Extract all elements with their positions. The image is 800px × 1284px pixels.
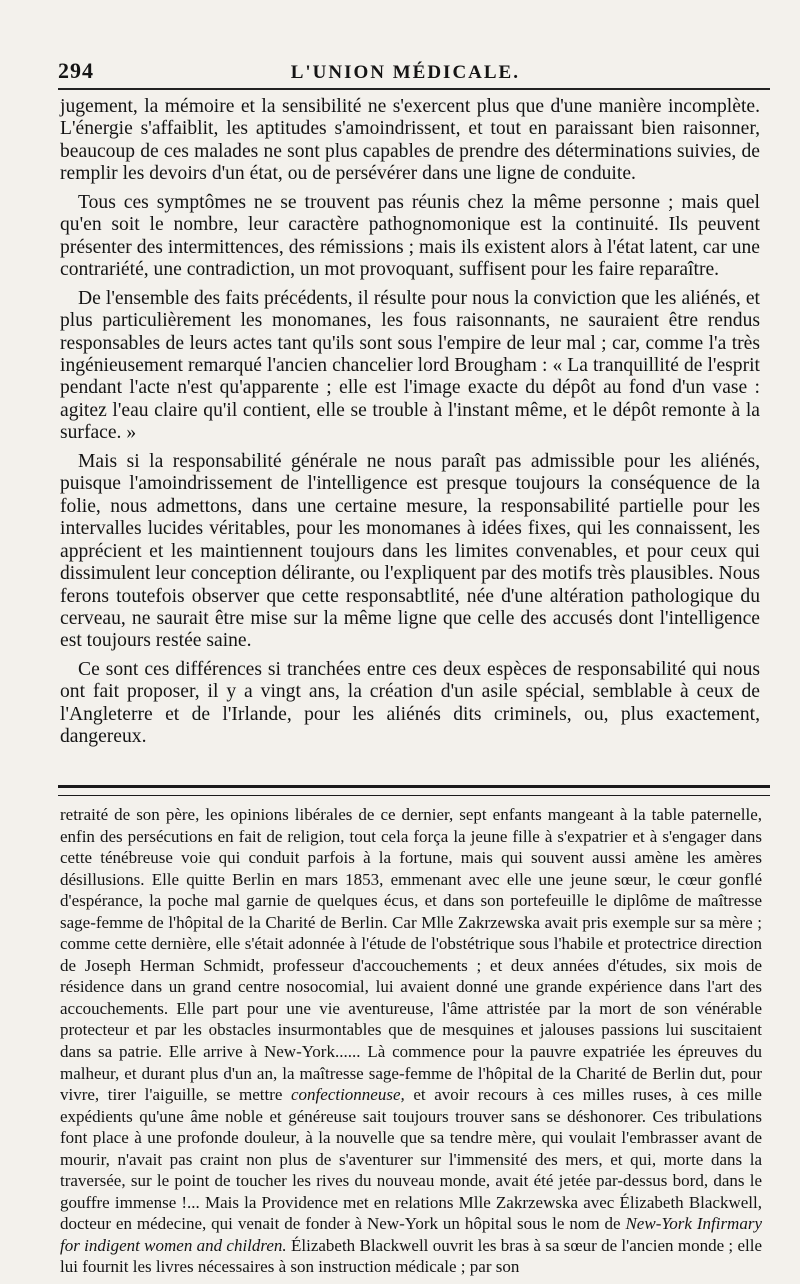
- footnote-text-part: et avoir recours à ces milles ruses, à ces mille expédients qu'une âme noble et généreuse sait toujours trouver sans se déshonorer. Ces tribulations font place à une profonde douleur, à la nouvelle que sa tendre mère, qui voulait l'embrasser avant de mourir, n'avait pas craint non plus de s'aventurer sur l'immensité des mers, et qui, morte dans la traversée, sur le point de toucher les rives du nouveau monde, avait été jetée par-dessus bord, dans le gouffre immense !... Mais la Providence met en relations Mlle Zakrzewska avec Élizabeth Blackwell, docteur en médecine, qui venait de fonder à New-York un hôpital sous le nom de: [60, 1085, 762, 1234]
- paragraph: De l'ensemble des faits précédents, il résulte pour nous la conviction que les aliénés, et plus particulièrement les monomanes, les fous raisonnants, ne sauraient être rendus responsables de leurs actes tant qu'ils sont sous l'empire de leur mal ; car, comme l'a très ingénieusement remarqué l'ancien chancelier lord Brougham : « La tranquillité de l'esprit pendant l'acte n'est qu'apparente ; elle est l'image exacte du dépôt au fond d'un vase : agitez l'eau claire qu'il contient, elle se trouble à l'instant même, et le dépôt remonte à la surface. »: [60, 287, 760, 444]
- footnote: [60, 804, 762, 1278]
- main-text: [60, 96, 760, 749]
- paragraph: jugement, la mémoire et la sensibilité ne s'exercent plus que d'une manière incomplète. L'énergie s'affaiblit, les aptitudes s'amoindrissent, et tout en paraissant bien raisonner, beaucoup de ces malades ne sont plus capables de prendre des déterminations suivies, de remplir les devoirs d'un état, ou de persévérer dans une ligne de conduite.: [60, 96, 760, 185]
- footnote-paragraph: [60, 804, 762, 1278]
- paragraph: Mais si la responsabilité générale ne nous paraît pas admissible pour les aliénés, puisque l'amoindrissement de l'intelligence est presque toujours la conséquence de la folie, nous admettons, dans une certaine mesure, la responsabilité partielle pour les intervalles lucides véritables, pour les monomanes à idées fixes, qui les connaissent, les apprécient et les maintiennent toujours dans les limites convenables, et pour ceux qui dissimulent leur conception délirante, ou l'expliquent par des motifs très plausibles. Nous ferons toutefois observer que cette responsabtlité, née d'une altération pathologique du cerveau, ne saurait être mise sur la même ligne que celle des accusés dont l'intelligence est toujours restée saine.: [60, 450, 760, 652]
- page-header: [58, 52, 770, 84]
- footnote-separator: [58, 785, 770, 796]
- page-number: 294: [58, 58, 94, 83]
- paragraph: Tous ces symptômes ne se trouvent pas réunis chez la même personne ; mais quel qu'en soit le nombre, leur caractère pathognomonique est la continuité. Ils peuvent présenter des intermittences, des rémissions ; mais ils existent alors à l'état latent, car une contrariété, une contradiction, un mot provoquant, suffisent pour les faire reparaître.: [60, 191, 760, 281]
- footnote-italic-term: confectionneuse,: [291, 1085, 405, 1105]
- footnote-italic-title: New-York Infirmary for indigent women and children.: [60, 1214, 762, 1255]
- running-head: L'UNION MÉDICALE.: [290, 62, 520, 83]
- footnote-text-part: Élizabeth Blackwell ouvrit les bras à sa sœur de l'ancien monde ; elle lui fournit les livres nécessaires à son instruction médicale ; par son: [60, 1235, 762, 1277]
- header-rule: [58, 88, 770, 90]
- paragraph: Ce sont ces différences si tranchées entre ces deux espèces de responsabilité qui nous ont fait proposer, il y a vingt ans, la création d'un asile spécial, semblable à ceux de l'Angleterre et de l'Irlande, pour les aliénés dits criminels, ou, plus exactement, dangereux.: [60, 658, 760, 748]
- footnote-text-part: retraité de son père, les opinions libérales de ce dernier, sept enfants mangeant à la table paternelle, enfin des persécutions en fait de religion, tout cela força la jeune fille à s'expatrier et à s'engager dans cette ténébreuse voie qui conduit parfois à la fortune, mais qui souvent aussi amène les amères désillusions. Elle quitte Berlin en mars 1853, emmenant avec elle une jeune sœur, le cœur gonflé d'espérance, la poche mal garnie de quelques écus, et dans son portefeuille le diplôme de maîtresse sage-femme de l'hôpital de la Charité de Berlin. Car Mlle Zakrzewska avait pris exemple sur sa mère ; comme cette dernière, elle s'était adonnée à l'étude de l'obstétrique sous l'habile et protectrice direction de Joseph Herman Schmidt, professeur d'accouchements ; et deux années d'études, six mois de résidence dans un grand centre nosocomial, lui avaient donné une grande expérience dans l'art des accouchements. Elle part pour une vie aventureuse, l'âme attristée par la mort de son vénérable protecteur et par les obstacles insurmontables que de mesquines et jalouses passions lui suscitaient dans sa patrie. Elle arrive à New-York...... Là commence pour la pauvre expatriée les épreuves du malheur, et durant plus d'un an, la maîtresse sage-femme de l'hôpital de la Charité de Berlin dut, pour vivre, tirer l'aiguille, se mettre: [60, 805, 762, 1105]
